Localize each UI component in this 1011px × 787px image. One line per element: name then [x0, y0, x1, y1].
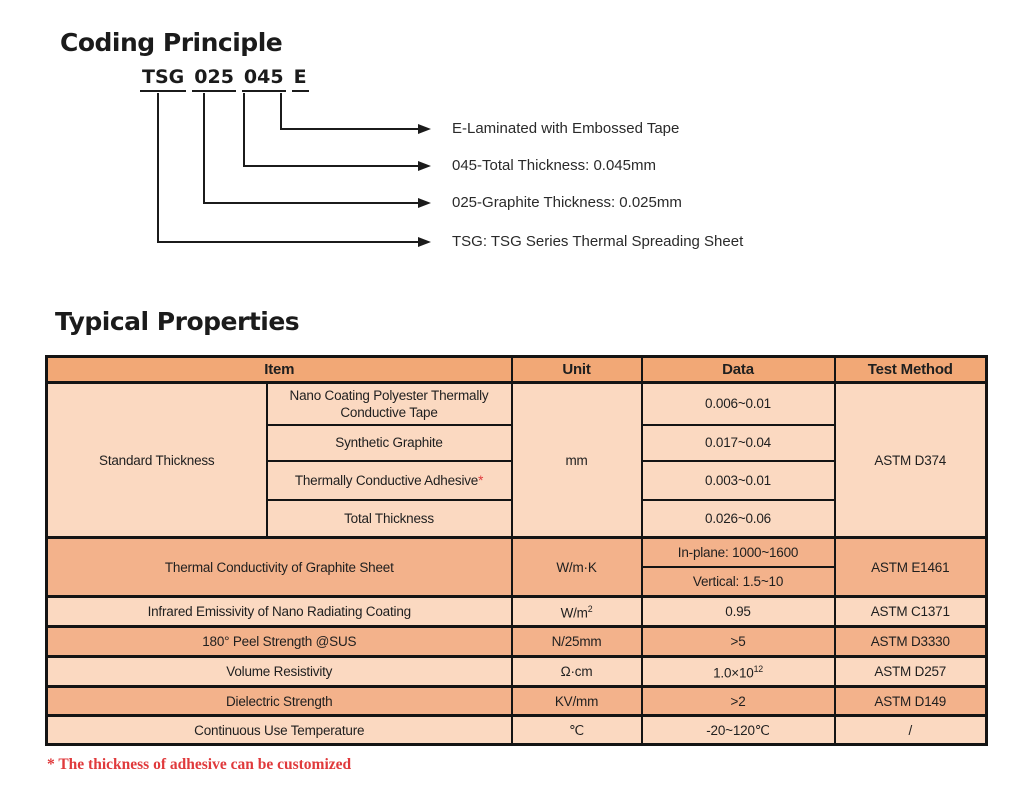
cell-unit: ℃ — [512, 716, 642, 745]
code-segment-lamination: E — [292, 66, 309, 92]
cell-data: >2 — [642, 687, 835, 716]
cell-data-in-plane: In-plane: 1000~1600 — [642, 538, 835, 567]
cell-item — [267, 461, 512, 500]
cell-item-group: Standard Thickness — [47, 383, 267, 538]
arrowhead-icon — [418, 198, 431, 208]
column-header-data: Data — [642, 357, 835, 383]
code-legend-total-thickness: 045-Total Thickness: 0.045mm — [452, 157, 656, 174]
cell-item: Thermal Conductivity of Graphite Sheet — [47, 538, 512, 597]
cell-unit: KV/mm — [512, 687, 642, 716]
table-row — [47, 383, 987, 425]
code-legend-series: TSG: TSG Series Thermal Spreading Sheet — [452, 233, 744, 250]
cell-unit: Ω·cm — [512, 657, 642, 687]
unit-exponent: 2 — [587, 604, 593, 615]
cell-data: 0.95 — [642, 597, 835, 627]
typical-properties-table — [45, 355, 988, 746]
table-row — [47, 597, 987, 627]
data-text: 1.0×10 — [713, 665, 754, 681]
table-row — [47, 538, 987, 567]
cell-item: Dielectric Strength — [47, 687, 512, 716]
cell-item — [267, 500, 512, 538]
cell-unit: N/25mm — [512, 627, 642, 657]
item-text: Nano Coating Polyester Thermally Conductive Tape — [289, 387, 489, 420]
table-header-row — [47, 357, 987, 383]
leader-line-025 — [204, 93, 419, 203]
cell-data: 0.003~0.01 — [642, 461, 835, 500]
coding-diagram-lines — [0, 0, 450, 260]
table-row — [47, 687, 987, 716]
cell-unit: W/m·K — [512, 538, 642, 597]
cell-item: Continuous Use Temperature — [47, 716, 512, 745]
leader-line-tsg — [158, 93, 419, 242]
cell-data-vertical: Vertical: 1.5~10 — [642, 567, 835, 597]
data-exponent: 12 — [753, 664, 763, 675]
cell-item: Infrared Emissivity of Nano Radiating Coating — [47, 597, 512, 627]
cell-test-method: ASTM C1371 — [835, 597, 987, 627]
table-row — [47, 657, 987, 687]
column-header-unit: Unit — [512, 357, 642, 383]
cell-unit — [512, 597, 642, 627]
item-text: Total Thickness — [344, 510, 434, 526]
cell-data: -20~120℃ — [642, 716, 835, 745]
footnote-marker: * — [478, 472, 484, 488]
code-segment-graphite-thickness: 025 — [192, 66, 236, 92]
code-legend-graphite-thickness: 025-Graphite Thickness: 0.025mm — [452, 194, 682, 211]
table-row — [47, 627, 987, 657]
cell-item — [267, 383, 512, 425]
code-legend-lamination: E-Laminated with Embossed Tape — [452, 120, 680, 137]
arrowhead-icon — [418, 237, 431, 247]
cell-test-method: ASTM D149 — [835, 687, 987, 716]
column-header-item: Item — [47, 357, 512, 383]
item-text: Synthetic Graphite — [335, 435, 443, 450]
cell-item: Volume Resistivity — [47, 657, 512, 687]
cell-test-method: ASTM D257 — [835, 657, 987, 687]
arrowhead-icon — [418, 161, 431, 171]
coding-principle-title: Coding Principle — [60, 27, 283, 57]
typical-properties-title: Typical Properties — [55, 306, 300, 336]
column-header-test-method: Test Method — [835, 357, 987, 383]
cell-unit: mm — [512, 383, 642, 538]
cell-data: 0.017~0.04 — [642, 425, 835, 461]
adhesive-footnote: * The thickness of adhesive can be customized — [47, 756, 352, 773]
leader-line-e — [281, 93, 419, 129]
unit-text: W/m — [560, 605, 588, 621]
cell-data: 0.006~0.01 — [642, 383, 835, 425]
arrowhead-icon — [418, 124, 431, 134]
table-row — [47, 716, 987, 745]
cell-item — [267, 425, 512, 461]
cell-test-method: ASTM E1461 — [835, 538, 987, 597]
cell-test-method: / — [835, 716, 987, 745]
code-segment-total-thickness: 045 — [242, 66, 286, 92]
cell-item: 180° Peel Strength @SUS — [47, 627, 512, 657]
cell-data — [642, 657, 835, 687]
cell-data: 0.026~0.06 — [642, 500, 835, 538]
cell-test-method: ASTM D374 — [835, 383, 987, 538]
cell-test-method: ASTM D3330 — [835, 627, 987, 657]
code-segment-series: TSG — [140, 66, 186, 92]
item-text: Thermally Conductive Adhesive — [294, 472, 479, 488]
cell-data: >5 — [642, 627, 835, 657]
